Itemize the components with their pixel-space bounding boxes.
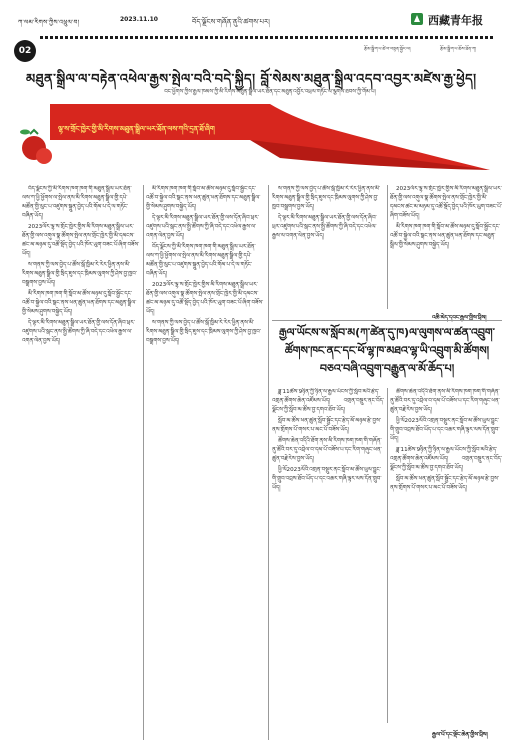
- logo-icon: [410, 12, 424, 26]
- paragraph: ས་གནས་ཀྱི་ལས་བྱེད་པ་ཚོས་སྒོ་ཁྱིམ་རེ་རེར་ཕྱིན་ནས་མི་རིགས་མཐུན་སྒྲིལ་གྱི་སྲིད་ཇུས་དང་ཁྲིམས་ལུགས་ཀྱི་ཤེས་བྱ་ཁྱབ་བསྒྲགས་བྱས་ཡོད།: [22, 262, 137, 286]
- story1-column-1: [22, 185, 140, 740]
- paragraph: ཚོགས་ཆེན་འདིའི་ཐོག་ནས་མི་རིགས་ཁག་ཁག་གི་གཞོན་ནུ་ཚོའི་བར་དུ་འབྲེལ་བ་དམ་པོ་བཟོས་པ་དང་རིག་གཞུང་ཕན་ཚུན་བརྗེ་རེས་བྱས་ཡོད།: [272, 438, 382, 462]
- story1-column-2: [146, 185, 264, 740]
- logo-text: 西藏青年报: [428, 14, 483, 27]
- paragraph: མི་རིགས་ཁག་ཁག་གི་སློབ་མ་ཚོས་མཉམ་དུ་སློབ་སྦྱོང་དང་འཚོ་བ་སྐྱེལ་བའི་སྒང་ནས་ཕན་ཚུན་ཕན་ཐོགས་དང་མཐུན་སྒྲིལ་གྱི་སེམས་ཤུགས་བསྐྱེད་ཡོད།: [146, 186, 261, 210]
- story1-byline: འཆི་མེད་དབང་རྒྱལ་གྱིས་བྲིས།: [432, 315, 487, 321]
- page-number: 02: [14, 40, 36, 62]
- story2-column-2: [390, 388, 502, 723]
- paragraph: ཟླ་11ཚེས་9ཉིན་ཀྱི་ཉིན་ལ་རྒྱལ་ཡོངས་ཀྱི་སློབ་མའི་རྩེད་འགྲན་ཚོགས་ཆེན་འཛོམས་ཡོད། འགྲན་བསྡུར་ནང་བོད་ལྗོངས་ཀྱི་སློབ་མ་ཚོས་བྱ་དགའ་ཐོབ་ཡོད།: [390, 447, 502, 471]
- newspaper-logo: [410, 8, 505, 34]
- paragraph: 2023ལོར་ལྷ་ས་གྲོང་ཁྱེར་གྱིས་མི་རིགས་མཐུན་སྒྲིལ་ཡར་ཐོན་གྱི་ལས་འགུལ་སྣ་ཚོགས་སྤེལ་ནས་གྲོང་ཁྱེར་གྱི་མི་དམངས་ཚང་མ་མཉམ་དུ་འཚོ་སྡོད་བྱེད་པའི་ཁོར་ཡུག་བཟང་པོ་ཞིག་བཟོས་ཡོད།: [146, 282, 264, 315]
- story2-byline: རྒྱལ་པོ་དང་ལྡོང་ཆེན་གྱིས་བྲིས།: [432, 732, 488, 738]
- story-banner: [20, 96, 500, 178]
- banner-title: ལྷ་ས་གྲོང་ཁྱེར་གྱི་མི་རིགས་མཐུན་སྒྲིལ་ཡར་ཐོན་ལས་ཀའི་དྲན་ཐོ་ཞིག: [58, 125, 215, 133]
- story-divider: [272, 320, 502, 321]
- paragraph: ས་གནས་ཀྱི་ལས་བྱེད་པ་ཚོས་སྒོ་ཁྱིམ་རེ་རེར་ཕྱིན་ནས་མི་རིགས་མཐུན་སྒྲིལ་གྱི་སྲིད་ཇུས་དང་ཁྲིམས་ལུགས་ཀྱི་ཤེས་བྱ་ཁྱབ་བསྒྲགས་བྱས་ཡོད།: [272, 186, 381, 210]
- paragraph: མི་རིགས་ཁག་ཁག་གི་སློབ་མ་ཚོས་མཉམ་དུ་སློབ་སྦྱོང་དང་འཚོ་བ་སྐྱེལ་བའི་སྒང་ནས་ཕན་ཚུན་ཕན་ཐོགས་དང་མཐུན་སྒྲིལ་གྱི་སེམས་ཤུགས་བསྐྱེད་ཡོད།: [22, 291, 137, 315]
- paragraph: ཕྱི་ལོ2023ལོའི་འགྲན་བསྡུར་ནང་སློབ་མ་ཚོས་ཕུལ་བྱུང་གི་གྲུབ་འབྲས་ཐོབ་ཡོད་པ་དང་འཆར་གཞི་ལྟར་ལས་དོན་གྲུབ་ཡོད།: [390, 418, 500, 442]
- main-headline: མཐུན་སྒྲིལ་ལ་བརྟེན་འཕེལ་རྒྱས་སྤེལ་བའི་བདེ་སྐྱིད། བློ་སེམས་མཐུན་སྒྲིལ་འདབ་འབྱར་མཛེས་རྒྱ་ཕྱེད།: [26, 72, 477, 87]
- page-header: [0, 0, 520, 62]
- paragraph: དེ་ལྟར་མི་རིགས་མཐུན་སྒྲིལ་ཡར་ཐོན་གྱི་ལས་དོན་ཞིབ་ཕྲར་འཛུགས་པའི་སྒང་ནས་སྤྱི་ཚོགས་ཀྱི་ཞི་བདེ་དང་འཕེལ་རྒྱས་ལ་འགན་ལེན་བྱས་ཡོད།: [272, 215, 377, 239]
- paragraph: སློབ་མ་ཚོས་ཕན་ཚུན་སློབ་སྦྱོང་དང་རྩེད་མོ་མཉམ་རྩེ་བྱས་ནས་གྲོགས་པོ་གསར་པ་མང་པོ་བཟོས་ཡོད།: [390, 476, 500, 491]
- section-label: ཀ་ལམ་རིགས་ཀྱིས་འཕྲུལ་བ།: [18, 19, 80, 26]
- paragraph: ཚོགས་ཆེན་འདིའི་ཐོག་ནས་མི་རིགས་ཁག་ཁག་གི་གཞོན་ནུ་ཚོའི་བར་དུ་འབྲེལ་བ་དམ་པོ་བཟོས་པ་དང་རིག་གཞུང་ཕན་ཚུན་བརྗེ་རེས་བྱས་ཡོད།: [390, 389, 500, 413]
- story1-column-3: [272, 185, 384, 309]
- paragraph: 2023ལོར་ལྷ་ས་གྲོང་ཁྱེར་གྱིས་མི་རིགས་མཐུན་སྒྲིལ་ཡར་ཐོན་གྱི་ལས་འགུལ་སྣ་ཚོགས་སྤེལ་ནས་གྲོང་ཁྱེར་གྱི་མི་དམངས་ཚང་མ་མཉམ་དུ་འཚོ་སྡོད་བྱེད་པའི་ཁོར་ཡུག་བཟང་པོ་ཞིག་བཟོས་ཡོད།: [390, 186, 502, 219]
- editor-credit-right: རྩོམ་སྒྲིག་པ་ཆོས་ཐོན་ཀ།: [440, 47, 477, 52]
- paragraph: ས་གནས་ཀྱི་ལས་བྱེད་པ་ཚོས་སྒོ་ཁྱིམ་རེ་རེར་ཕྱིན་ནས་མི་རིགས་མཐུན་སྒྲིལ་གྱི་སྲིད་ཇུས་དང་ཁྲིམས་ལུགས་ཀྱི་ཤེས་བྱ་ཁྱབ་བསྒྲགས་བྱས་ཡོད།: [146, 320, 261, 344]
- paragraph: ཟླ་11ཚེས་9ཉིན་ཀྱི་ཉིན་ལ་རྒྱལ་ཡོངས་ཀྱི་སློབ་མའི་རྩེད་འགྲན་ཚོགས་ཆེན་འཛོམས་ཡོད། འགྲན་བསྡུར་ནང་བོད་ལྗོངས་ཀྱི་སློབ་མ་ཚོས་བྱ་དགའ་ཐོབ་ཡོད།: [272, 389, 384, 413]
- story2-column-1: [272, 388, 384, 723]
- masthead-tibetan: བོད་ལྗོངས་གཞོན་ནུའི་ཚགས་པར།: [192, 18, 270, 26]
- second-headline: རྒྱལ་ཡོངས་ས་སློབ་མ(ཀ་ཚེན་དུ་ཁ)ལ་ལུགས་ལ་ཚན་འབྲུག་ཚོགས་ཁང་ནང་དང་ཕོ་ལྷ་ཁ་མཐའ་ལྷ་ཡི་འབྲུག་མི་ཚོགས། བཅའ་བཞི་འབྲུག་བརྒྱུན་ལ་མོ་ཆོད་པ།: [278, 326, 495, 375]
- story1-column-4: [390, 185, 502, 309]
- issue-date: 2023.11.10: [120, 16, 158, 23]
- paragraph: དེ་ལྟར་མི་རིགས་མཐུན་སྒྲིལ་ཡར་ཐོན་གྱི་ལས་དོན་ཞིབ་ཕྲར་འཛུགས་པའི་སྒང་ནས་སྤྱི་ཚོགས་ཀྱི་ཞི་བདེ་དང་འཕེལ་རྒྱས་ལ་འགན་ལེན་བྱས་ཡོད།: [146, 215, 259, 239]
- column-rule: [387, 388, 388, 723]
- paragraph: བོད་ལྗོངས་ཀྱི་མི་རིགས་ཁག་ཁག་གི་མཐུན་སྒྲིལ་ཡར་ཐོན་ལས་ཀ་ཕྱི་ཕྱོགས་ལ་སྤེལ་ནས་མི་རིགས་མཐུན་སྒྲིལ་གྱི་དཔེ་མཚོན་གྱི་ལུང་པ་འཛུགས་སྐྲུན་བྱེད་པའི་གོམ་པ་དེ་ལ་གཏོང་བཞིན་ཡོད།: [146, 244, 256, 277]
- header-divider: [40, 36, 495, 39]
- main-subheadline: བང་ཕྱོགས་ཀྱིས་རྒྱལ་ཁམས་ཀྱི་མི་རིགས་མཐུན་སྒྲིལ་ཡར་ཐོན་དང་མཐུན་འབྱོར་འཕྲལ་གཏོང་ལ་ལྕགས་ཐབས་ཀྱི་གོམ་པ།: [164, 89, 376, 95]
- banner-ribbon-graphic: [20, 96, 500, 178]
- column-rule: [387, 185, 388, 309]
- paragraph: ཕྱི་ལོ2023ལོའི་འགྲན་བསྡུར་ནང་སློབ་མ་ཚོས་ཕུལ་བྱུང་གི་གྲུབ་འབྲས་ཐོབ་ཡོད་པ་དང་འཆར་གཞི་ལྟར་ལས་དོན་གྲུབ་ཡོད།: [272, 467, 382, 491]
- paragraph: བོད་ལྗོངས་ཀྱི་མི་རིགས་ཁག་ཁག་གི་མཐུན་སྒྲིལ་ཡར་ཐོན་ལས་ཀ་ཕྱི་ཕྱོགས་ལ་སྤེལ་ནས་མི་རིགས་མཐུན་སྒྲིལ་གྱི་དཔེ་མཚོན་གྱི་ལུང་པ་འཛུགས་སྐྲུན་བྱེད་པའི་གོམ་པ་དེ་ལ་གཏོང་བཞིན་ཡོད།: [22, 186, 132, 219]
- editor-credit-left: རྩོམ་སྒྲིག་པ་ཚེ་བ་བསྟན་སྐྱོང་ལ།: [364, 47, 411, 52]
- paragraph: དེ་ལྟར་མི་རིགས་མཐུན་སྒྲིལ་ཡར་ཐོན་གྱི་ལས་དོན་ཞིབ་ཕྲར་འཛུགས་པའི་སྒང་ནས་སྤྱི་ཚོགས་ཀྱི་ཞི་བདེ་དང་འཕེལ་རྒྱས་ལ་འགན་ལེན་བྱས་ཡོད།: [22, 320, 135, 344]
- pomegranate-icon: [20, 130, 52, 165]
- paragraph: མི་རིགས་ཁག་ཁག་གི་སློབ་མ་ཚོས་མཉམ་དུ་སློབ་སྦྱོང་དང་འཚོ་བ་སྐྱེལ་བའི་སྒང་ནས་ཕན་ཚུན་ཕན་ཐོགས་དང་མཐུན་སྒྲིལ་གྱི་སེམས་ཤུགས་བསྐྱེད་ཡོད།: [390, 224, 501, 248]
- column-rule: [268, 185, 269, 740]
- paragraph: སློབ་མ་ཚོས་ཕན་ཚུན་སློབ་སྦྱོང་དང་རྩེད་མོ་མཉམ་རྩེ་བྱས་ནས་གྲོགས་པོ་གསར་པ་མང་པོ་བཟོས་ཡོད།: [272, 418, 382, 433]
- paragraph: 2023ལོར་ལྷ་ས་གྲོང་ཁྱེར་གྱིས་མི་རིགས་མཐུན་སྒྲིལ་ཡར་ཐོན་གྱི་ལས་འགུལ་སྣ་ཚོགས་སྤེལ་ནས་གྲོང་ཁྱེར་གྱི་མི་དམངས་ཚང་མ་མཉམ་དུ་འཚོ་སྡོད་བྱེད་པའི་ཁོར་ཡུག་བཟང་པོ་ཞིག་བཟོས་ཡོད།: [22, 224, 140, 257]
- column-rule: [143, 185, 144, 740]
